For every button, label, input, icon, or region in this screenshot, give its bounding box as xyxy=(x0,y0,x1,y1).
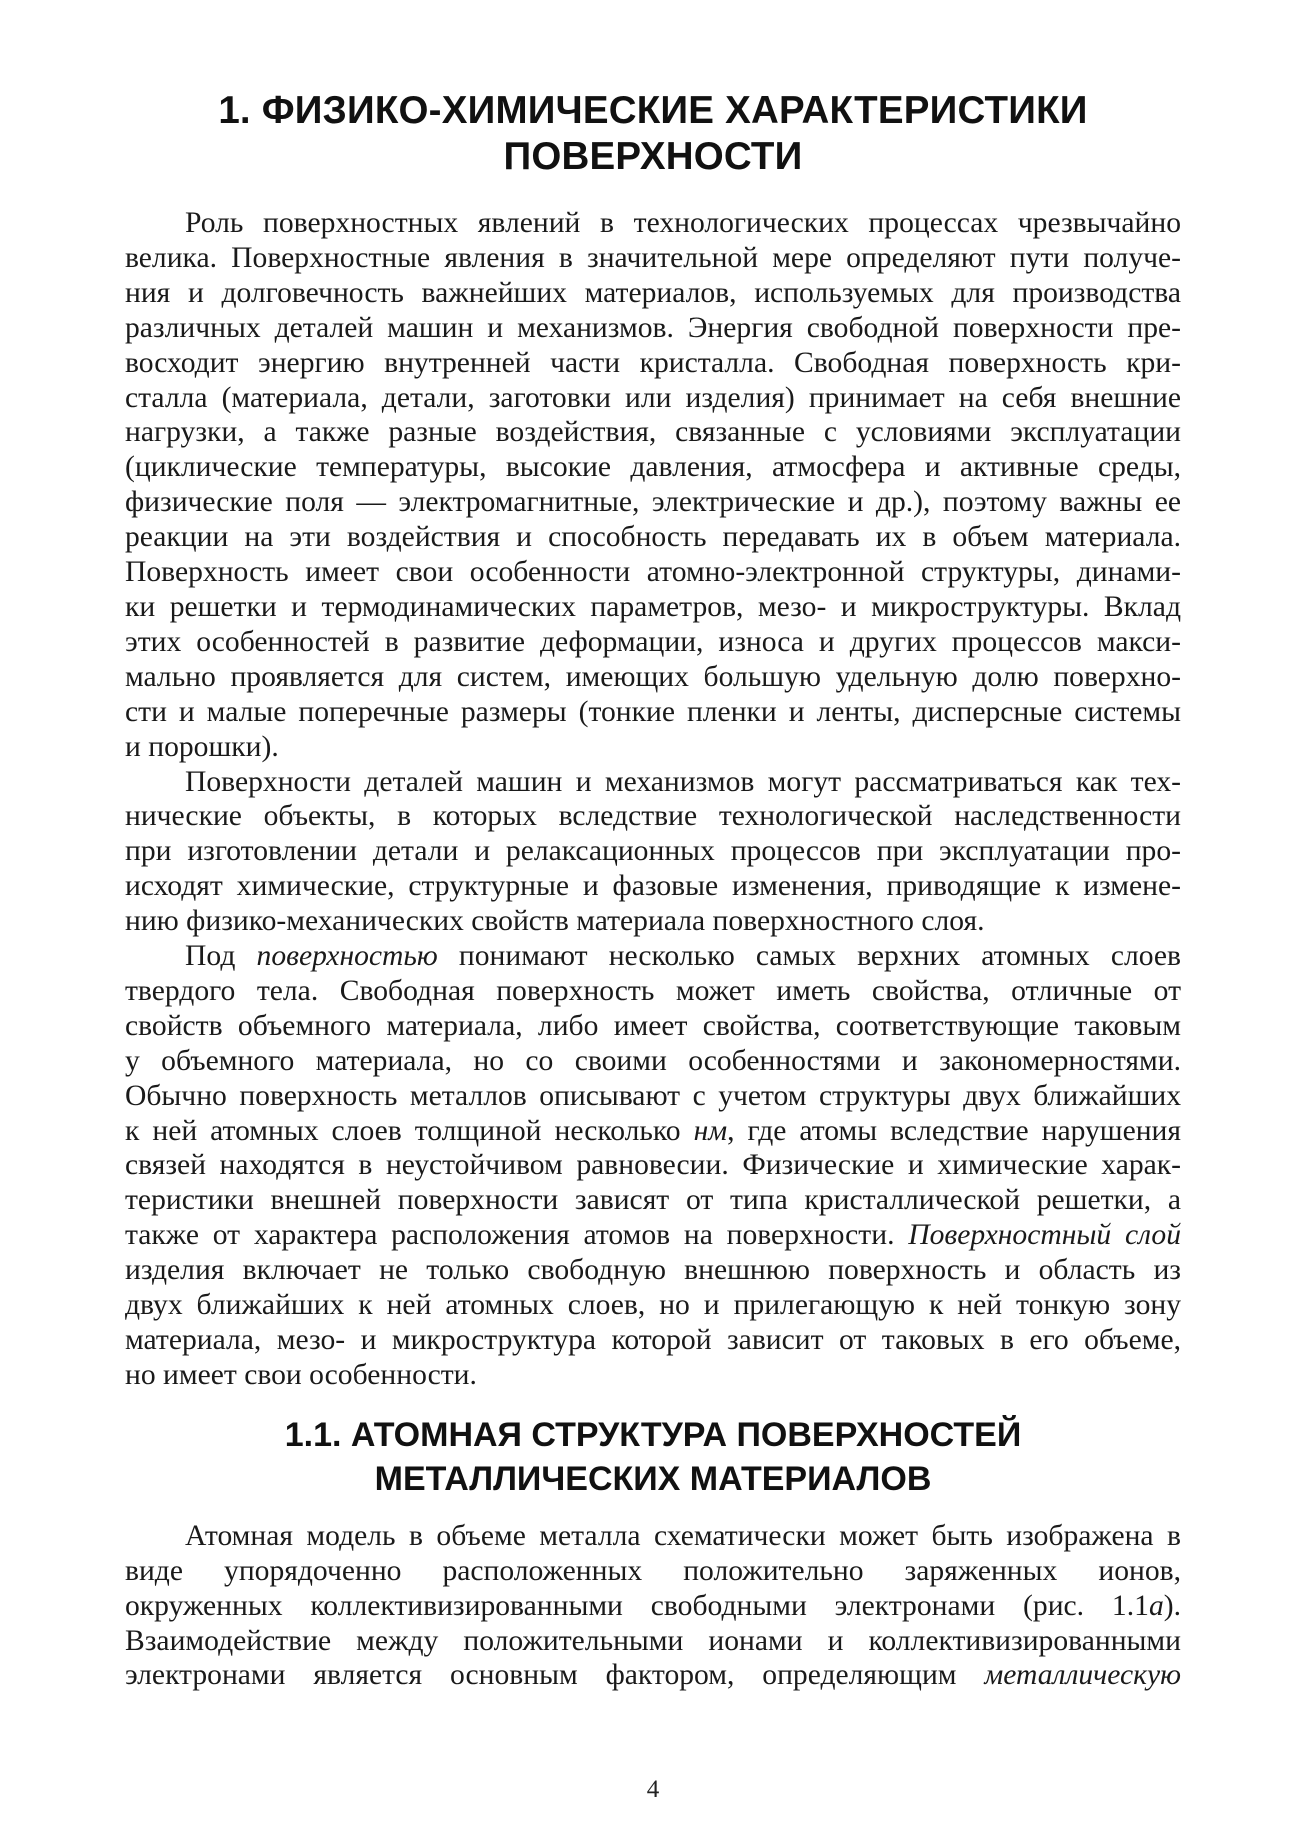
text-line: твердого тела. Свободная поверхность может иметь свойства, отличные от xyxy=(125,974,1181,1007)
text-run: понимают несколько самых верхних атомных слоев xyxy=(437,940,1181,973)
text-line: Взаимодействие между положительными ионами и коллективизированными xyxy=(125,1624,1181,1657)
text-line: при изготовлении детали и релаксационных процессов при эксплуатации про- xyxy=(125,835,1181,868)
chapter-title-line-1: 1. ФИЗИКО-ХИМИЧЕСКИЕ ХАРАКТЕРИСТИКИ xyxy=(218,89,1088,132)
emphasized-term: металлическую xyxy=(984,1659,1181,1692)
page-number: 4 xyxy=(646,1776,660,1803)
paragraph-1 xyxy=(125,206,1181,765)
paragraph-2 xyxy=(125,765,1181,940)
text-line: сталла (материала, детали, заготовки или изделия) принимает на себя внешние xyxy=(125,381,1181,414)
section-title xyxy=(125,1413,1181,1501)
text-line xyxy=(125,939,1181,974)
emphasized-term: Поверхностный слой xyxy=(908,1219,1181,1252)
text-line: нагрузки, а также разные воздействия, связанные с условиями эксплуатации xyxy=(125,416,1181,449)
text-line: у объемного материала, но со своими особенностями и закономерностями. xyxy=(125,1044,1181,1077)
text-line: велика. Поверхностные явления в значительной мере определяют пути получе- xyxy=(125,241,1181,274)
text-line: Атомная модель в объеме металла схематически может быть изображена в xyxy=(185,1519,1181,1552)
emphasized-unit: нм xyxy=(693,1114,728,1147)
paragraph-4 xyxy=(125,1519,1181,1694)
text-line: Роль поверхностных явлений в технологических процессах чрезвычайно xyxy=(185,207,1181,239)
text-line: ния и долговечность важнейших материалов, используемых для производства xyxy=(125,276,1181,309)
text-line: реакции на эти воздействия и способность передавать их в объем материала. xyxy=(125,521,1181,554)
text-line: виде упорядоченно расположенных положительно заряженных ионов, xyxy=(125,1554,1181,1587)
emphasized-term: поверхностью xyxy=(256,940,438,973)
text-line: но имеет свои особенности. xyxy=(125,1358,477,1391)
text-run: к ней атомных слоев толщиной несколько xyxy=(125,1114,694,1147)
section-title-line-2: МЕТАЛЛИЧЕСКИХ МАТЕРИАЛОВ xyxy=(374,1459,932,1498)
text-line: двух ближайших к ней атомных слоев, но и прилегающую к ней тонкую зону xyxy=(125,1289,1181,1322)
text-line: физические поля — электромагнитные, электрические и др.), поэтому важны ее xyxy=(125,486,1181,519)
text-line: свойств объемного материала, либо имеет свойства, соответствующие таковым xyxy=(125,1009,1181,1042)
text-line: этих особенностей в развитие деформации, износа и других процессов макси- xyxy=(125,625,1181,658)
text-line: исходят химические, структурные и фазовые изменения, приводящие к измене- xyxy=(125,870,1181,903)
text-line: материала, мезо- и микроструктура которой зависит от таковых в его объеме, xyxy=(125,1324,1181,1356)
text-run: электронами является основным фактором, определяющим xyxy=(125,1659,985,1692)
text-line: (циклические температуры, высокие давления, атмосфера и активные среды, xyxy=(125,451,1181,484)
chapter-title xyxy=(125,88,1181,180)
text-line: мально проявляется для систем, имеющих большую удельную долю поверхно- xyxy=(125,660,1181,693)
text-run: , где атомы вследствие нарушения xyxy=(727,1114,1182,1147)
text-run: Под xyxy=(185,940,257,973)
text-line: ки решетки и термодинамических параметров, мезо- и микроструктуры. Вклад xyxy=(125,590,1181,623)
text-line: изделия включает не только свободную внешнюю поверхность и область из xyxy=(125,1254,1181,1287)
emphasized-letter: а xyxy=(1148,1589,1164,1622)
text-line xyxy=(125,1114,1181,1149)
text-line: связей находятся в неустойчивом равновесии. Физические и химические харак- xyxy=(125,1149,1181,1182)
text-line: нию физико-механических свойств материала поверхностного слоя. xyxy=(125,905,985,938)
document-page xyxy=(125,88,1181,1693)
text-line: теристики внешней поверхности зависят от типа кристаллической решетки, а xyxy=(125,1184,1181,1217)
chapter-title-line-2: ПОВЕРХНОСТИ xyxy=(503,135,803,178)
section-title-line-1: 1.1. АТОМНАЯ СТРУКТУРА ПОВЕРХНОСТЕЙ xyxy=(284,1415,1022,1454)
text-line xyxy=(125,1589,1181,1624)
text-line: и порошки). xyxy=(125,730,279,763)
text-line: восходит энергию внутренней части кристалла. Свободная поверхность кри- xyxy=(125,346,1181,379)
text-run: ). xyxy=(1163,1589,1181,1622)
text-line xyxy=(125,1218,1181,1253)
text-line: Поверхность имеет свои особенности атомно-электронной структуры, динами- xyxy=(125,556,1181,589)
text-line xyxy=(125,1658,1181,1693)
text-line: нические объекты, в которых вследствие технологической наследственности xyxy=(125,800,1181,833)
paragraph-3 xyxy=(125,939,1181,1393)
text-line: различных деталей машин и механизмов. Энергия свободной поверхности пре- xyxy=(125,311,1181,344)
text-line: сти и малые поперечные размеры (тонкие пленки и ленты, дисперсные системы xyxy=(125,695,1181,728)
text-line: Обычно поверхность металлов описывают с учетом структуры двух ближайших xyxy=(125,1079,1181,1112)
text-run: окруженных коллективизированными свободными электронами (рис. 1.1 xyxy=(125,1589,1149,1622)
text-run: также от характера расположения атомов на поверхности. xyxy=(125,1219,909,1252)
text-line: Поверхности деталей машин и механизмов могут рассматриваться как тех- xyxy=(185,765,1181,798)
